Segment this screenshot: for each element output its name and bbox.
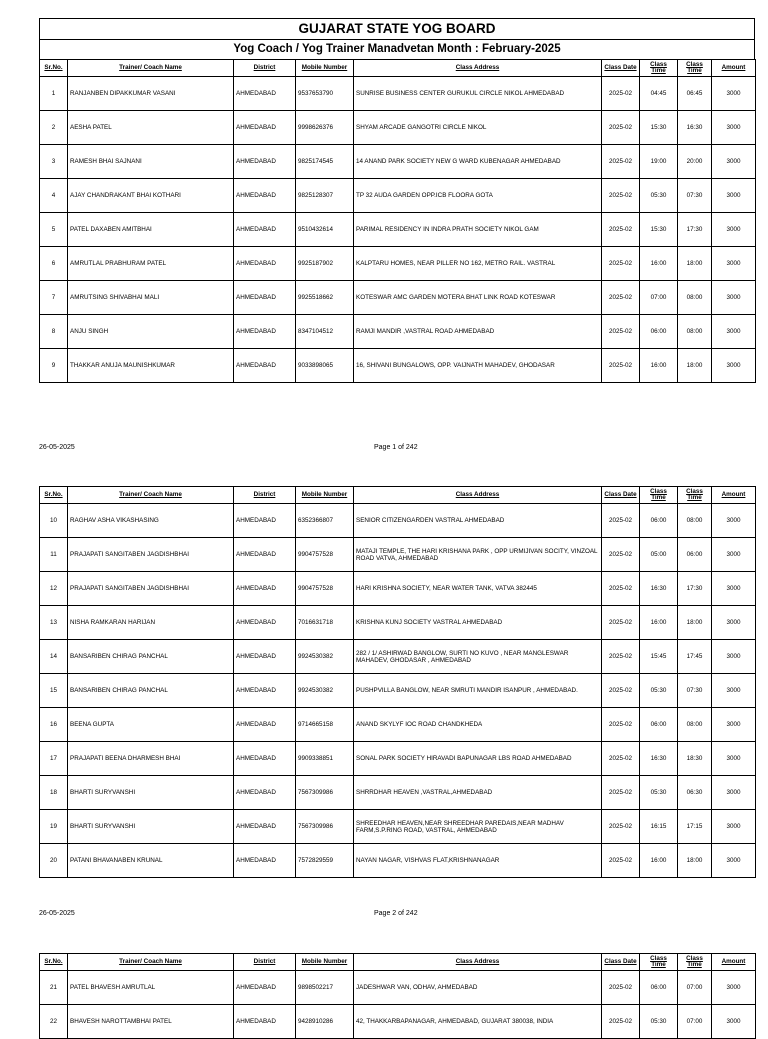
col-amount: Amount (712, 60, 756, 77)
col-amount: Amount (712, 954, 756, 971)
class-time-end-cell: 18:30 (678, 742, 712, 776)
class-time-cell: 16:00 (640, 844, 678, 878)
trainer-name-cell: BHARTI SURYVANSHI (68, 810, 234, 844)
table-row (40, 179, 756, 213)
col-district: District (234, 954, 296, 971)
class-time-end-cell: 08:00 (678, 504, 712, 538)
class-time-cell: 05:00 (640, 538, 678, 572)
sr-no-cell: 18 (40, 776, 68, 810)
trainer-name-cell: RAMESH BHAI SAJNANI (68, 145, 234, 179)
class-date-cell: 2025-02 (602, 538, 640, 572)
report-subtitle: Yog Coach / Yog Trainer Manadvetan Month : February-2025 (233, 43, 561, 55)
amount-cell: 3000 (712, 145, 756, 179)
address-cell: SONAL PARK SOCIETY HIRAVADI BAPUNAGAR LBS ROAD AHMEDABAD (354, 742, 602, 776)
trainer-name-cell: PRAJAPATI SANGITABEN JAGDISHBHAI (68, 538, 234, 572)
footer-page-number: Page 1 of 242 (374, 444, 418, 451)
trainer-name-cell: THAKKAR ANUJA MAUNISHKUMAR (68, 349, 234, 383)
mobile-cell: 6352366807 (296, 504, 354, 538)
table-row (40, 281, 756, 315)
table-row (40, 538, 756, 572)
trainer-name-cell: AESHA PATEL (68, 111, 234, 145)
page-2 (39, 486, 755, 878)
trainer-name-cell: BANSARIBEN CHIRAG PANCHAL (68, 674, 234, 708)
class-date-cell: 2025-02 (602, 315, 640, 349)
amount-cell: 3000 (712, 77, 756, 111)
table-row (40, 111, 756, 145)
district-cell: AHMEDABAD (234, 742, 296, 776)
report-title: GUJARAT STATE YOG BOARD (40, 19, 754, 40)
class-time-end-cell: 16:30 (678, 111, 712, 145)
class-date-cell: 2025-02 (602, 674, 640, 708)
class-date-cell: 2025-02 (602, 810, 640, 844)
amount-cell: 3000 (712, 504, 756, 538)
district-cell: AHMEDABAD (234, 111, 296, 145)
table-row (40, 145, 756, 179)
amount-cell: 3000 (712, 1005, 756, 1039)
table-row (40, 213, 756, 247)
amount-cell: 3000 (712, 213, 756, 247)
mobile-cell: 9825174545 (296, 145, 354, 179)
trainer-name-cell: ANJU SINGH (68, 315, 234, 349)
trainer-name-cell: PATEL DAXABEN AMITBHAI (68, 213, 234, 247)
sr-no-cell: 17 (40, 742, 68, 776)
district-cell: AHMEDABAD (234, 77, 296, 111)
address-cell: PUSHPVILLA BANGLOW, NEAR SMRUTI MANDIR ISANPUR , AHMEDABAD. (354, 674, 602, 708)
table-header-row (40, 954, 756, 971)
district-cell: AHMEDABAD (234, 640, 296, 674)
col-class-date: Class Date (602, 954, 640, 971)
mobile-cell: 9909338851 (296, 742, 354, 776)
class-time-cell: 16:30 (640, 572, 678, 606)
class-time-cell: 05:30 (640, 179, 678, 213)
trainer-name-cell: AMRUTSING SHIVABHAI MALI (68, 281, 234, 315)
district-cell: AHMEDABAD (234, 315, 296, 349)
amount-cell: 3000 (712, 640, 756, 674)
class-time-end-cell: 07:00 (678, 1005, 712, 1039)
col-class-time-end: Class Time (678, 954, 712, 971)
class-time-cell: 04:45 (640, 77, 678, 111)
class-time-cell: 05:30 (640, 1005, 678, 1039)
mobile-cell: 9904757528 (296, 538, 354, 572)
col-trainer-name: Trainer/ Coach Name (68, 954, 234, 971)
class-date-cell: 2025-02 (602, 606, 640, 640)
district-cell: AHMEDABAD (234, 349, 296, 383)
trainer-name-cell: BEENA GUPTA (68, 708, 234, 742)
class-date-cell: 2025-02 (602, 349, 640, 383)
mobile-cell: 9925518662 (296, 281, 354, 315)
class-time-cell: 15:30 (640, 111, 678, 145)
class-date-cell: 2025-02 (602, 1005, 640, 1039)
sr-no-cell: 8 (40, 315, 68, 349)
address-cell: SHREEDHAR HEAVEN,NEAR SHREEDHAR PAREDAIS,NEAR MADHAV FARM,S.P.RING ROAD, VASTRAL, AHMEDABAD (354, 810, 602, 844)
class-date-cell: 2025-02 (602, 971, 640, 1005)
class-time-end-cell: 07:30 (678, 674, 712, 708)
col-sr-no: Sr.No. (40, 954, 68, 971)
class-date-cell: 2025-02 (602, 111, 640, 145)
class-time-cell: 06:00 (640, 315, 678, 349)
trainer-name-cell: PRAJAPATI SANGITABEN JAGDISHBHAI (68, 572, 234, 606)
class-date-cell: 2025-02 (602, 776, 640, 810)
class-time-end-cell: 18:00 (678, 844, 712, 878)
address-cell: NAYAN NAGAR, VISHVAS FLAT,KRISHNANAGAR (354, 844, 602, 878)
address-cell: SENIOR CITIZENGARDEN VASTRAL AHMEDABAD (354, 504, 602, 538)
trainer-name-cell: RAGHAV ASHA VIKASHASING (68, 504, 234, 538)
table-row (40, 572, 756, 606)
col-district: District (234, 60, 296, 77)
mobile-cell: 7572829559 (296, 844, 354, 878)
class-time-cell: 06:00 (640, 708, 678, 742)
class-time-end-cell: 17:45 (678, 640, 712, 674)
class-time-end-cell: 07:30 (678, 179, 712, 213)
district-cell: AHMEDABAD (234, 844, 296, 878)
amount-cell: 3000 (712, 606, 756, 640)
amount-cell: 3000 (712, 247, 756, 281)
col-class-address: Class Address (354, 954, 602, 971)
mobile-cell: 9924530382 (296, 640, 354, 674)
address-cell: 16, SHIVANI BUNGALOWS, OPP. VAIJNATH MAHADEV, GHODASAR (354, 349, 602, 383)
trainer-name-cell: BHAVESH NAROTTAMBHAI PATEL (68, 1005, 234, 1039)
district-cell: AHMEDABAD (234, 281, 296, 315)
mobile-cell: 9033898065 (296, 349, 354, 383)
class-date-cell: 2025-02 (602, 844, 640, 878)
page-3 (39, 953, 755, 1039)
trainer-table (39, 953, 756, 1039)
district-cell: AHMEDABAD (234, 776, 296, 810)
class-date-cell: 2025-02 (602, 213, 640, 247)
amount-cell: 3000 (712, 844, 756, 878)
sr-no-cell: 22 (40, 1005, 68, 1039)
address-cell: 14 ANAND PARK SOCIETY NEW G WARD KUBENAGAR AHMEDABAD (354, 145, 602, 179)
table-row (40, 674, 756, 708)
class-date-cell: 2025-02 (602, 179, 640, 213)
trainer-table (39, 59, 756, 383)
col-class-time: Class Time (640, 954, 678, 971)
sr-no-cell: 16 (40, 708, 68, 742)
district-cell: AHMEDABAD (234, 213, 296, 247)
district-cell: AHMEDABAD (234, 538, 296, 572)
class-time-cell: 16:15 (640, 810, 678, 844)
trainer-name-cell: PATEL BHAVESH AMRUTLAL (68, 971, 234, 1005)
amount-cell: 3000 (712, 349, 756, 383)
sr-no-cell: 2 (40, 111, 68, 145)
col-class-date: Class Date (602, 487, 640, 504)
sr-no-cell: 10 (40, 504, 68, 538)
mobile-cell: 7016631718 (296, 606, 354, 640)
sr-no-cell: 1 (40, 77, 68, 111)
footer-date: 26-05-2025 (39, 444, 75, 451)
class-date-cell: 2025-02 (602, 145, 640, 179)
mobile-cell: 9428910286 (296, 1005, 354, 1039)
class-time-cell: 16:00 (640, 247, 678, 281)
sr-no-cell: 7 (40, 281, 68, 315)
address-cell: SUNRISE BUSINESS CENTER GURUKUL CIRCLE NIKOL AHMEDABAD (354, 77, 602, 111)
col-mobile: Mobile Number (296, 487, 354, 504)
class-time-end-cell: 06:45 (678, 77, 712, 111)
table-row (40, 315, 756, 349)
amount-cell: 3000 (712, 111, 756, 145)
col-amount: Amount (712, 487, 756, 504)
address-cell: HARI KRISHNA SOCIETY, NEAR WATER TANK, VATVA 382445 (354, 572, 602, 606)
amount-cell: 3000 (712, 674, 756, 708)
report-header (39, 18, 755, 59)
address-cell: JADESHWAR VAN, ODHAV, AHMEDABAD (354, 971, 602, 1005)
page-footer (39, 910, 755, 920)
sr-no-cell: 19 (40, 810, 68, 844)
table-row (40, 776, 756, 810)
amount-cell: 3000 (712, 810, 756, 844)
col-trainer-name: Trainer/ Coach Name (68, 60, 234, 77)
trainer-name-cell: RANJANBEN DIPAKKUMAR VASANI (68, 77, 234, 111)
address-cell: TP 32 AUDA GARDEN OPP.ICB FLOORA GOTA (354, 179, 602, 213)
footer-page-number: Page 2 of 242 (374, 910, 418, 917)
mobile-cell: 9998626376 (296, 111, 354, 145)
address-cell: PARIMAL RESIDENCY IN INDRA PRATH SOCIETY NIKOL GAM (354, 213, 602, 247)
trainer-table (39, 486, 756, 878)
table-row (40, 810, 756, 844)
trainer-name-cell: AMRUTLAL PRABHURAM PATEL (68, 247, 234, 281)
class-time-end-cell: 18:00 (678, 349, 712, 383)
address-cell: ANAND SKYLYF IOC ROAD CHANDKHEDA (354, 708, 602, 742)
sr-no-cell: 5 (40, 213, 68, 247)
class-time-cell: 15:30 (640, 213, 678, 247)
col-class-date: Class Date (602, 60, 640, 77)
address-cell: 282 / 1/ ASHIRWAD BANGLOW, SURTI NO KUVO , NEAR MANGLESWAR MAHADEV, GHODASAR , AHMEDABAD (354, 640, 602, 674)
mobile-cell: 9537653790 (296, 77, 354, 111)
class-time-cell: 05:30 (640, 674, 678, 708)
table-row (40, 640, 756, 674)
amount-cell: 3000 (712, 742, 756, 776)
table-row (40, 349, 756, 383)
mobile-cell: 9924530382 (296, 674, 354, 708)
sr-no-cell: 4 (40, 179, 68, 213)
sr-no-cell: 13 (40, 606, 68, 640)
district-cell: AHMEDABAD (234, 606, 296, 640)
class-time-cell: 07:00 (640, 281, 678, 315)
class-date-cell: 2025-02 (602, 504, 640, 538)
sr-no-cell: 14 (40, 640, 68, 674)
sr-no-cell: 15 (40, 674, 68, 708)
sr-no-cell: 9 (40, 349, 68, 383)
mobile-cell: 9898502217 (296, 971, 354, 1005)
mobile-cell: 7567309986 (296, 776, 354, 810)
mobile-cell: 8347104512 (296, 315, 354, 349)
class-time-end-cell: 08:00 (678, 315, 712, 349)
mobile-cell: 9510432614 (296, 213, 354, 247)
class-time-cell: 15:45 (640, 640, 678, 674)
amount-cell: 3000 (712, 281, 756, 315)
amount-cell: 3000 (712, 179, 756, 213)
mobile-cell: 7567309986 (296, 810, 354, 844)
table-row (40, 247, 756, 281)
amount-cell: 3000 (712, 708, 756, 742)
table-row (40, 606, 756, 640)
footer-date: 26-05-2025 (39, 910, 75, 917)
trainer-name-cell: BANSARIBEN CHIRAG PANCHAL (68, 640, 234, 674)
address-cell: SHYAM ARCADE GANGOTRI CIRCLE NIKOL (354, 111, 602, 145)
class-time-end-cell: 17:30 (678, 213, 712, 247)
col-district: District (234, 487, 296, 504)
col-class-time: Class Time (640, 60, 678, 77)
mobile-cell: 9904757528 (296, 572, 354, 606)
amount-cell: 3000 (712, 776, 756, 810)
address-cell: RAMJI MANDIR ,VASTRAL ROAD AHMEDABAD (354, 315, 602, 349)
table-row (40, 844, 756, 878)
trainer-name-cell: AJAY CHANDRAKANT BHAI KOTHARI (68, 179, 234, 213)
col-class-time-end: Class Time (678, 487, 712, 504)
page-footer (39, 444, 755, 454)
col-class-time-end: Class Time (678, 60, 712, 77)
class-time-end-cell: 17:30 (678, 572, 712, 606)
col-sr-no: Sr.No. (40, 60, 68, 77)
class-time-cell: 05:30 (640, 776, 678, 810)
trainer-name-cell: PATANI BHAVANABEN KRUNAL (68, 844, 234, 878)
address-cell: KALPTARU HOMES, NEAR PILLER NO 162, METRO RAIL. VASTRAL (354, 247, 602, 281)
table-row (40, 708, 756, 742)
amount-cell: 3000 (712, 538, 756, 572)
col-mobile: Mobile Number (296, 954, 354, 971)
district-cell: AHMEDABAD (234, 971, 296, 1005)
class-time-end-cell: 08:00 (678, 708, 712, 742)
trainer-name-cell: PRAJAPATI BEENA DHARMESH BHAI (68, 742, 234, 776)
sr-no-cell: 20 (40, 844, 68, 878)
sr-no-cell: 12 (40, 572, 68, 606)
district-cell: AHMEDABAD (234, 247, 296, 281)
district-cell: AHMEDABAD (234, 1005, 296, 1039)
district-cell: AHMEDABAD (234, 179, 296, 213)
col-sr-no: Sr.No. (40, 487, 68, 504)
amount-cell: 3000 (712, 971, 756, 1005)
class-time-end-cell: 17:15 (678, 810, 712, 844)
class-time-cell: 16:30 (640, 742, 678, 776)
table-row (40, 1005, 756, 1039)
mobile-cell: 9825128307 (296, 179, 354, 213)
district-cell: AHMEDABAD (234, 572, 296, 606)
col-mobile: Mobile Number (296, 60, 354, 77)
col-class-address: Class Address (354, 60, 602, 77)
sr-no-cell: 21 (40, 971, 68, 1005)
class-date-cell: 2025-02 (602, 742, 640, 776)
class-time-cell: 16:00 (640, 349, 678, 383)
class-time-end-cell: 18:00 (678, 606, 712, 640)
class-time-cell: 16:00 (640, 606, 678, 640)
district-cell: AHMEDABAD (234, 504, 296, 538)
trainer-name-cell: NISHA RAMKARAN HARIJAN (68, 606, 234, 640)
table-header-row (40, 487, 756, 504)
table-row (40, 742, 756, 776)
district-cell: AHMEDABAD (234, 145, 296, 179)
address-cell: KRISHNA KUNJ SOCIETY VASTRAL AHMEDABAD (354, 606, 602, 640)
class-date-cell: 2025-02 (602, 247, 640, 281)
address-cell: 42, THAKKARBAPANAGAR, AHMEDABAD, GUJARAT 380038, INDIA (354, 1005, 602, 1039)
district-cell: AHMEDABAD (234, 708, 296, 742)
sr-no-cell: 11 (40, 538, 68, 572)
class-time-end-cell: 08:00 (678, 281, 712, 315)
address-cell: MATAJI TEMPLE, THE HARI KRISHANA PARK , OPP URMIJIVAN SOCITY, VINZOAL ROAD VATVA, AHMEDABAD (354, 538, 602, 572)
mobile-cell: 9714665158 (296, 708, 354, 742)
amount-cell: 3000 (712, 315, 756, 349)
address-cell: KOTESWAR AMC GARDEN MOTERA BHAT LINK ROAD KOTESWAR (354, 281, 602, 315)
trainer-name-cell: BHARTI SURYVANSHI (68, 776, 234, 810)
col-class-address: Class Address (354, 487, 602, 504)
class-date-cell: 2025-02 (602, 77, 640, 111)
class-time-end-cell: 20:00 (678, 145, 712, 179)
table-header-row (40, 60, 756, 77)
class-date-cell: 2025-02 (602, 572, 640, 606)
class-date-cell: 2025-02 (602, 708, 640, 742)
table-row (40, 504, 756, 538)
sr-no-cell: 3 (40, 145, 68, 179)
class-time-end-cell: 06:00 (678, 538, 712, 572)
class-time-cell: 06:00 (640, 971, 678, 1005)
class-time-cell: 19:00 (640, 145, 678, 179)
class-time-end-cell: 18:00 (678, 247, 712, 281)
class-time-cell: 06:00 (640, 504, 678, 538)
table-row (40, 971, 756, 1005)
district-cell: AHMEDABAD (234, 674, 296, 708)
sr-no-cell: 6 (40, 247, 68, 281)
amount-cell: 3000 (712, 572, 756, 606)
district-cell: AHMEDABAD (234, 810, 296, 844)
class-time-end-cell: 07:00 (678, 971, 712, 1005)
table-row (40, 77, 756, 111)
col-class-time: Class Time (640, 487, 678, 504)
col-trainer-name: Trainer/ Coach Name (68, 487, 234, 504)
mobile-cell: 9925187902 (296, 247, 354, 281)
class-time-end-cell: 06:30 (678, 776, 712, 810)
class-date-cell: 2025-02 (602, 640, 640, 674)
class-date-cell: 2025-02 (602, 281, 640, 315)
page-1 (39, 18, 755, 383)
address-cell: SHRRDHAR HEAVEN ,VASTRAL,AHMEDABAD (354, 776, 602, 810)
